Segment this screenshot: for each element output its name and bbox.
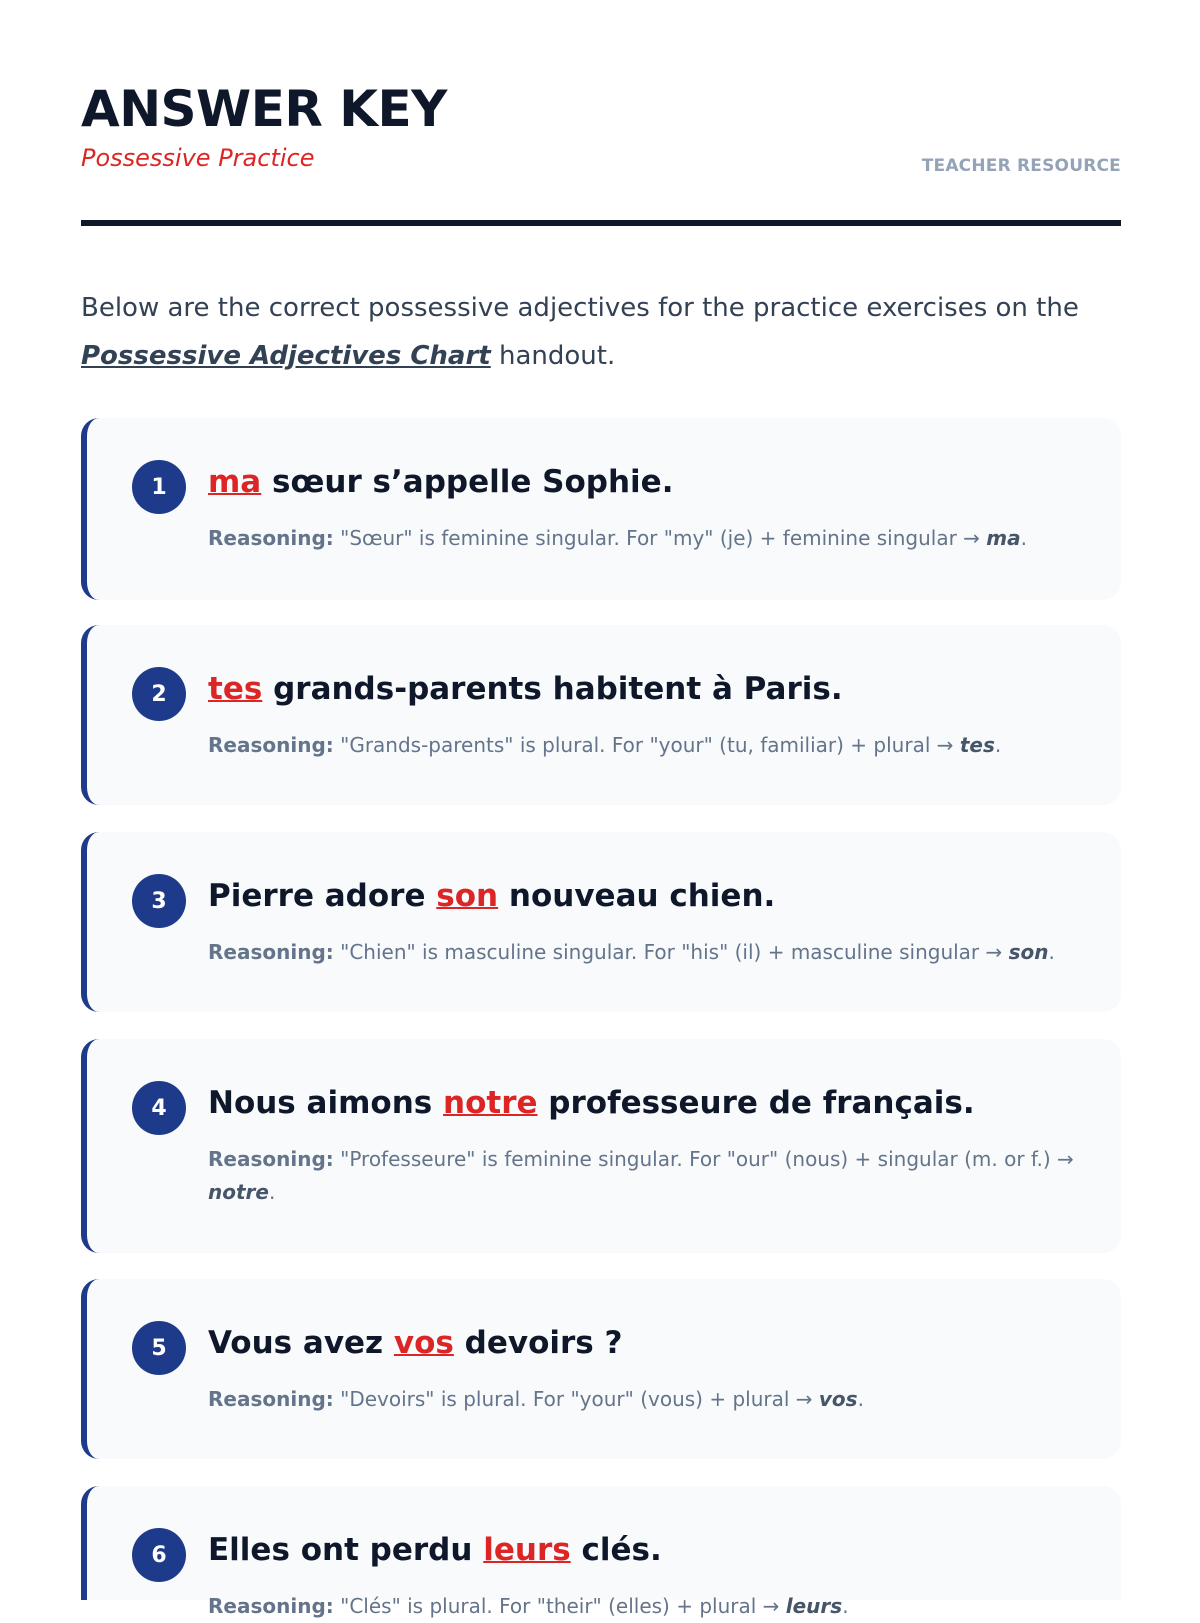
answer-card	[81, 418, 1121, 600]
reasoning-text	[208, 936, 1078, 969]
reasoning-label: Reasoning:	[208, 733, 334, 757]
reasoning-end: .	[857, 1387, 864, 1411]
answer-word: son	[436, 878, 499, 914]
sentence-after: sœur s’appelle Sophie.	[261, 464, 674, 500]
sentence-after: devoirs ?	[453, 1325, 623, 1361]
reasoning-label: Reasoning:	[208, 1147, 334, 1171]
answer-sentence	[208, 671, 843, 707]
page-header	[81, 0, 1121, 226]
answer-sentence	[208, 1325, 623, 1361]
answer-word: vos	[393, 1325, 454, 1361]
sentence-before: Pierre adore	[208, 878, 437, 914]
handout-link[interactable]: Possessive Adjectives Chart	[81, 341, 491, 371]
reasoning-text	[208, 729, 1078, 762]
sentence-before: Elles ont perdu	[208, 1532, 484, 1568]
answer-key-page	[81, 0, 1121, 1618]
header-divider	[81, 220, 1121, 226]
answer-card	[81, 1039, 1121, 1253]
reasoning-text	[208, 1143, 1078, 1209]
sentence-after: professeure de français.	[537, 1085, 975, 1121]
reasoning-body: "Chien" is masculine singular. For "his" (il) + masculine singular →	[333, 940, 1009, 964]
reasoning-label: Reasoning:	[208, 940, 334, 964]
reasoning-text	[208, 522, 1078, 555]
reasoning-end: .	[994, 733, 1002, 757]
answer-card	[81, 625, 1121, 805]
sentence-after: clés.	[570, 1532, 662, 1568]
page-title: ANSWER KEY	[81, 80, 447, 138]
sentence-before: Vous avez	[208, 1325, 394, 1361]
page-subtitle: Possessive Practice	[81, 144, 315, 172]
intro-text: Below are the correct possessive adjectives for the practice exercises on the	[81, 293, 1079, 323]
reasoning-label: Reasoning:	[208, 1594, 334, 1618]
reasoning-body: "Clés" is plural. For "their" (elles) + plural →	[333, 1594, 786, 1618]
reasoning-answer: vos	[818, 1387, 858, 1411]
answer-card	[81, 1486, 1121, 1618]
question-number-badge: 4	[132, 1081, 186, 1135]
reasoning-end: .	[1020, 526, 1027, 550]
reasoning-body: "Devoirs" is plural. For "your" (vous) + plural →	[333, 1387, 819, 1411]
reasoning-text	[208, 1383, 1078, 1416]
answer-sentence	[208, 1085, 975, 1121]
reasoning-end: .	[1048, 940, 1055, 964]
reasoning-answer: notre	[208, 1180, 269, 1204]
sentence-after: nouveau chien.	[498, 878, 776, 914]
answer-card	[81, 832, 1121, 1012]
reasoning-end: .	[268, 1180, 276, 1204]
question-number-badge: 2	[132, 667, 186, 721]
reasoning-body: "Professeure" is feminine singular. For "our" (nous) + singular (m. or f.) →	[333, 1147, 1074, 1171]
question-number-badge: 5	[132, 1321, 186, 1375]
reasoning-label: Reasoning:	[208, 1387, 334, 1411]
reasoning-answer: leurs	[785, 1594, 843, 1618]
question-number-badge: 6	[132, 1528, 186, 1582]
reasoning-answer: tes	[959, 733, 995, 757]
reasoning-answer: son	[1008, 940, 1049, 964]
sentence-after: grands-parents habitent à Paris.	[262, 671, 843, 707]
reasoning-body: "Sœur" is feminine singular. For "my" (je) + feminine singular →	[333, 526, 987, 550]
answer-word: tes	[208, 671, 263, 707]
reasoning-label: Reasoning:	[208, 526, 334, 550]
sentence-before: Nous aimons	[208, 1085, 444, 1121]
question-number-badge: 3	[132, 874, 186, 928]
intro-paragraph	[81, 284, 1121, 380]
reasoning-text	[208, 1590, 1078, 1623]
intro-text-end: handout.	[490, 341, 616, 371]
question-number-badge: 1	[132, 460, 186, 514]
reasoning-body: "Grands-parents" is plural. For "your" (tu, familiar) + plural →	[333, 733, 960, 757]
reasoning-answer: ma	[986, 526, 1021, 550]
answer-card	[81, 1279, 1121, 1459]
answer-word: notre	[443, 1085, 538, 1121]
answer-sentence	[208, 1532, 662, 1568]
answer-word: ma	[208, 464, 262, 500]
answer-word: leurs	[483, 1532, 571, 1568]
reasoning-end: .	[842, 1594, 849, 1618]
answer-sentence	[208, 878, 775, 914]
answer-sentence	[208, 464, 673, 500]
teacher-resource-tag: TEACHER RESOURCE	[921, 156, 1121, 176]
